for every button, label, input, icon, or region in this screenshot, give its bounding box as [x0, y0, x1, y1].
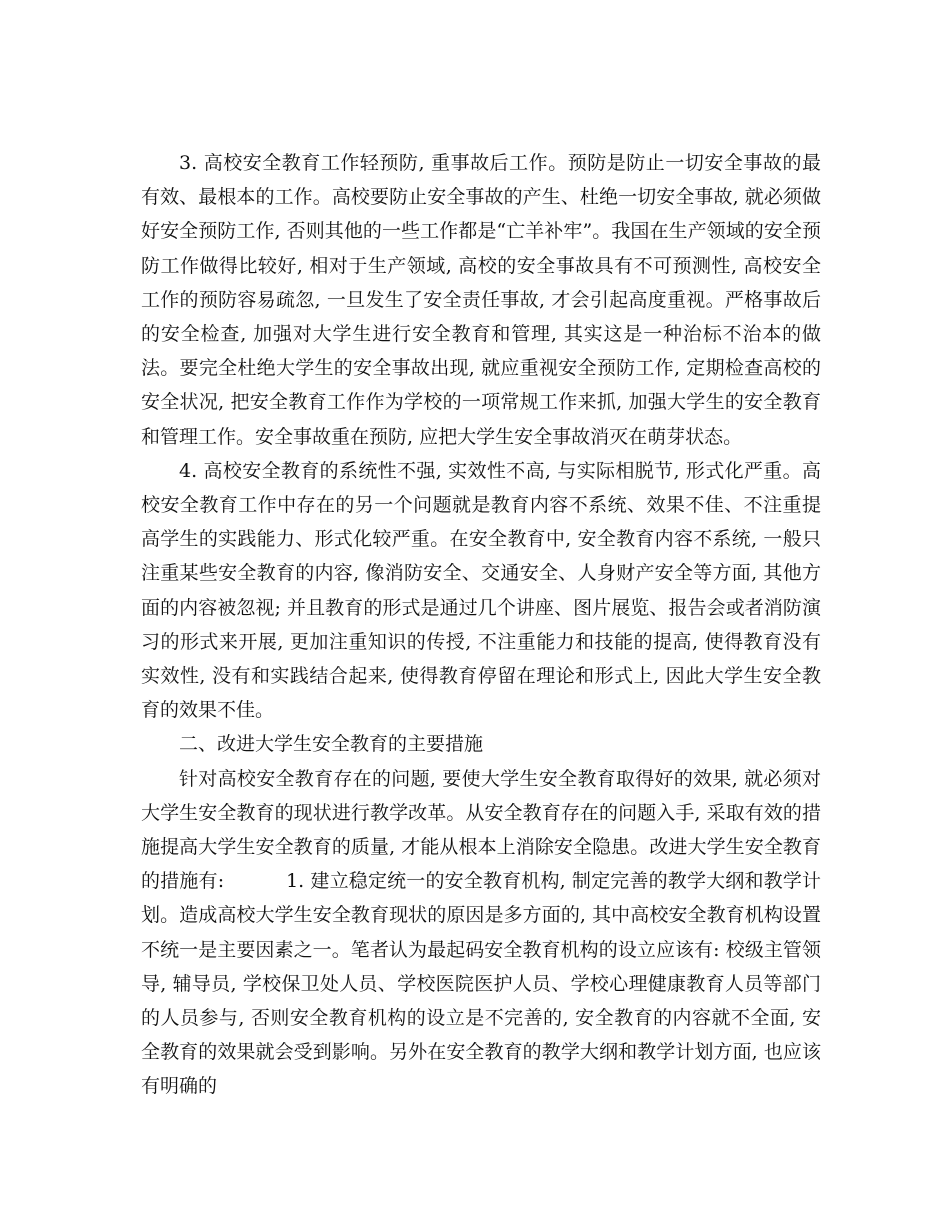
paragraph-item-4: 4. 高校安全教育的系统性不强, 实效性不高, 与实际相脱节, 形式化严重。高校安全教育工作中存在的另一个问题就是教育内容不系统、效果不佳、不注重提高学生的实践能力、形式化较严重。在安全教育中, 安全教育内容不系统, 一般只注重某些安全教育的内容, 像消防安全、交通安全、人身财产安全等方面, 其他方面的内容被忽视; 并且教育的形式是通过几个讲座、图片展览、报告会或者消防演习的形式来开展, 更加注重知识的传授, 不注重能力和技能的提高, 使得教育没有实效性, 没有和实践结合起来, 使得教育停留在理论和形式上, 因此大学生安全教育的效果不佳。 — [141, 459, 821, 722]
paragraph-measures — [141, 762, 821, 1104]
paragraph-measures-intro: 针对高校安全教育存在的问题, 要使大学生安全教育取得好的效果, 就必须对大学生安全教育的现状进行教学改革。从安全教育存在的问题入手, 采取有效的措施提高大学生安全教育的质量, 才能从根本上消除安全隐患。改进大学生安全教育的措施有: — [141, 767, 821, 893]
paragraph-item-3: 3. 高校安全教育工作轻预防, 重事故后工作。预防是防止一切安全事故的最有效、最根本的工作。高校要防止安全事故的产生、杜绝一切安全事故, 就必须做好安全预防工作, 否则其他的一些工作都是“亡羊补牢”。我国在生产领域的安全预防工作做得比较好, 相对于生产领域, 高校的安全事故具有不可预测性, 高校安全工作的预防容易疏忽, 一旦发生了安全责任事故, 才会引起高度重视。严格事故后的安全检查, 加强对大学生进行安全教育和管理, 其实这是一种治标不治本的做法。要完全杜绝大学生的安全事故出现, 就应重视安全预防工作, 定期检查高校的安全状况, 把安全教育工作作为学校的一项常规工作来抓, 加强大学生的安全教育和管理工作。安全事故重在预防, 应把大学生安全事故消灭在萌芽状态。 — [141, 152, 821, 448]
document-body — [141, 146, 821, 1104]
paragraph-measure-1: 1. 建立稳定统一的安全教育机构, 制定完善的教学大纲和教学计划。造成高校大学生安全教育现状的原因是多方面的, 其中高校安全教育机构设置不统一是主要因素之一。笔者认为最起码安全教育机构的设立应该有: 校级主管领导, 辅导员, 学校保卫处人员、学校医院医护人员、学校心理健康教育人员等部门的人员参与, 否则安全教育机构的设立是不完善的, 安全教育的内容就不全面, 安全教育的效果就会受到影响。另外在安全教育的教学大纲和教学计划方面, 也应该有明确的 — [141, 870, 821, 1098]
section-heading: 二、改进大学生安全教育的主要措施 — [179, 733, 484, 756]
